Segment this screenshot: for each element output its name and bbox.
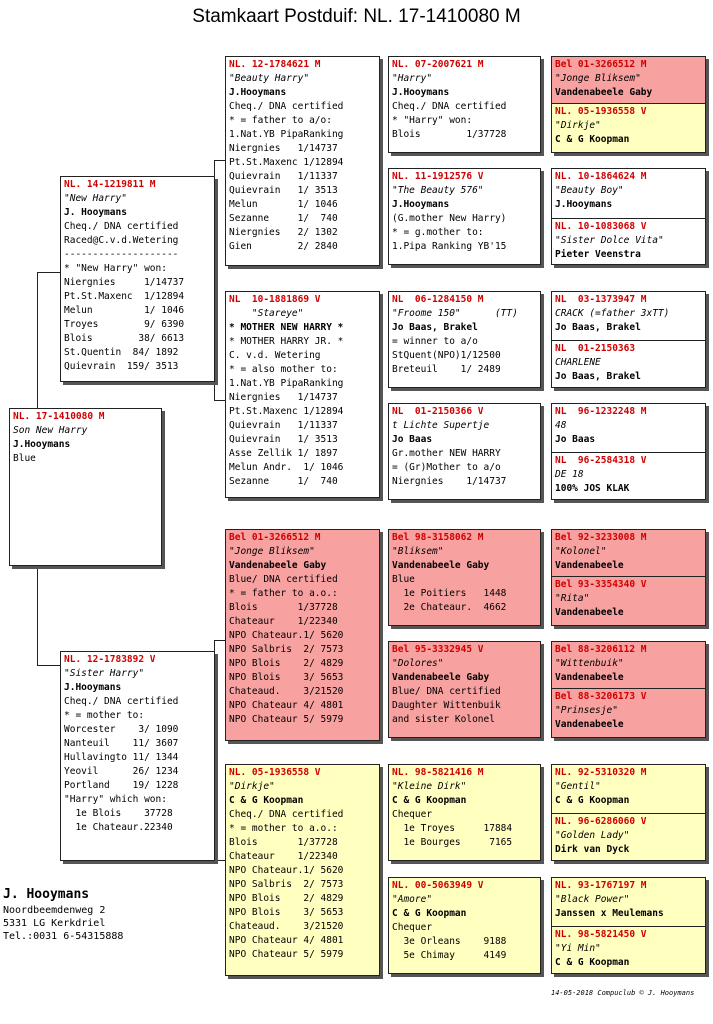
info-line: NPO Blois 3/ 5653 xyxy=(229,672,344,683)
breeder: C & G Koopman xyxy=(555,134,630,145)
info-line: Hullavingto 11/ 1344 xyxy=(64,752,179,763)
footer-credit: 14-05-2018 Compuclub © J. Hooymans xyxy=(551,989,695,997)
pigeon-name: "Black Power" xyxy=(555,894,630,905)
ancestor-female[interactable] xyxy=(552,218,705,264)
ancestor-pair-card[interactable] xyxy=(551,168,706,265)
ancestor-pair-card[interactable] xyxy=(551,641,706,738)
ancestor-female[interactable] xyxy=(552,813,705,860)
info-line: Yeovil 26/ 1234 xyxy=(64,766,179,777)
breeder: J.Hooymans xyxy=(64,682,122,693)
info-line: = (Gr)Mother to a/o xyxy=(392,462,501,473)
info-line: Chequer xyxy=(392,809,433,820)
breeder: 100% JOS KLAK xyxy=(555,483,630,494)
pigeon-name: "Beauty Boy" xyxy=(555,185,624,196)
breeder: Jo Baas xyxy=(392,434,433,445)
page-title: Stamkaart Postduif: NL. 17-1410080 M xyxy=(192,6,521,27)
ancestor-male[interactable] xyxy=(555,293,702,335)
info-line: St.Quentin 84/ 1892 xyxy=(64,347,179,358)
info-line: Melun 1/ 1046 xyxy=(64,305,185,316)
owner-street: Noordbeemdenweg 2 xyxy=(3,905,106,916)
grandfather-paternal-card[interactable] xyxy=(225,56,380,266)
info-line: NPO Blois 2/ 4829 xyxy=(229,658,344,669)
info-line: Quievrain 1/11337 xyxy=(229,171,338,182)
info-line: Cheq./ DNA certified xyxy=(229,101,344,112)
info-line: * = also mother to: xyxy=(229,364,338,375)
info-line: Blois 1/37728 xyxy=(229,602,338,613)
ancestor-pair-card[interactable] xyxy=(551,877,706,974)
breeder: Jo Baas xyxy=(555,434,596,445)
ancestor-female[interactable] xyxy=(552,103,705,152)
ring-number: NL 03-1373947 M xyxy=(555,294,647,305)
ancestor-male[interactable] xyxy=(555,531,702,573)
info-line: Quievrain 1/11337 xyxy=(229,420,338,431)
pigeon-name: DE 18 xyxy=(555,469,584,480)
ring-number: Bel 93-3354340 V xyxy=(555,579,647,590)
info-line: Sezanne 1/ 740 xyxy=(229,213,338,224)
info-line: Blue xyxy=(13,453,36,464)
info-line: C. v.d. Wetering xyxy=(229,350,321,361)
ancestor-pair-card[interactable] xyxy=(551,403,706,500)
info-line: NPO Blois 2/ 4829 xyxy=(229,893,344,904)
breeder: Vandenabeele Gaby xyxy=(555,87,653,98)
info-line: Breteuil 1/ 2489 xyxy=(392,364,501,375)
info-line: * "Harry" won: xyxy=(392,115,473,126)
pigeon-name: "Sister Dolce Vita" xyxy=(555,235,664,246)
breeder: Vandenabeele Gaby xyxy=(229,560,327,571)
info-line: (G.mother New Harry) xyxy=(392,213,507,224)
info-line: 3e Orleans 9188 xyxy=(392,936,507,947)
pigeon-name: t Lichte Supertje xyxy=(392,420,490,431)
info-line: NPO Chateaur 5/ 5979 xyxy=(229,714,344,725)
breeder: Janssen x Meulemans xyxy=(555,908,664,919)
info-line: NPO Chateaur.1/ 5620 xyxy=(229,630,344,641)
info-line: Blois 1/37728 xyxy=(392,129,507,140)
ancestor-female[interactable] xyxy=(552,576,705,625)
ancestor-card-mmf[interactable] xyxy=(388,764,541,861)
pigeon-name: "Jonge Bliksem" xyxy=(555,73,641,84)
ring-number: NL. 12-1783892 V xyxy=(64,654,156,665)
ring-number: NL. 93-1767197 M xyxy=(555,880,647,891)
info-line: 1e Troyes 17884 xyxy=(392,823,513,834)
ancestor-card-fmf[interactable] xyxy=(388,291,541,388)
info-line: Cheq./ DNA certified xyxy=(64,221,179,232)
breeder: Vandenabeele Gaby xyxy=(392,560,490,571)
info-line: Blue xyxy=(392,574,415,585)
info-line: * MOTHER HARRY JR. * xyxy=(229,336,344,347)
ring-number: Bel 92-3233008 M xyxy=(555,532,647,543)
ring-number: NL. 98-5821416 M xyxy=(392,767,484,778)
ring-number: Bel 01-3266512 M xyxy=(229,532,321,543)
breeder: Jo Baas, Brakel xyxy=(555,371,641,382)
owner-info xyxy=(3,886,123,943)
info-line: Melun Andr. 1/ 1046 xyxy=(229,462,344,473)
info-line: Chateaud. 3/21520 xyxy=(229,686,344,697)
breeder: Vandenabeele xyxy=(555,560,624,571)
info-line: Cheq./ DNA certified xyxy=(229,809,344,820)
connector-line xyxy=(37,272,61,273)
info-line: Chateaud. 3/21520 xyxy=(229,921,344,932)
pigeon-name: "Bliksem" xyxy=(392,546,444,557)
breeder: C & G Koopman xyxy=(392,908,467,919)
pigeon-name: Son New Harry xyxy=(13,425,88,436)
breeder: Dirk van Dyck xyxy=(555,844,630,855)
info-line: Blue/ DNA certified xyxy=(392,686,501,697)
info-line: 2e Chateaur. 4662 xyxy=(392,602,507,613)
ancestor-card-ffm[interactable] xyxy=(388,168,541,265)
pigeon-name: "Prinsesje" xyxy=(555,705,618,716)
info-line: Raced@C.v.d.Wetering xyxy=(64,235,179,246)
breeder: J.Hooymans xyxy=(229,87,287,98)
grandmother-paternal-card[interactable] xyxy=(225,291,380,498)
ring-number: NL. 17-1410080 M xyxy=(13,411,105,422)
ancestor-card-mfm[interactable] xyxy=(388,641,541,738)
ring-number: NL. 05-1936558 V xyxy=(555,106,647,117)
breeder: J. Hooymans xyxy=(64,207,127,218)
mother-card[interactable] xyxy=(60,651,215,861)
ancestor-pair-card[interactable] xyxy=(551,291,706,388)
connector-line xyxy=(37,565,38,665)
ancestor-male[interactable] xyxy=(555,170,702,212)
info-line: * = father to a/o: xyxy=(229,115,332,126)
breeder: Vandenabeele Gaby xyxy=(392,672,490,683)
ancestor-male[interactable] xyxy=(555,405,702,447)
info-line: = winner to a/o xyxy=(392,336,478,347)
pigeon-name: "Amore" xyxy=(392,894,433,905)
info-line: Niergnies 1/14737 xyxy=(229,392,338,403)
info-line: 1e Bourges 7165 xyxy=(392,837,513,848)
breeder: C & G Koopman xyxy=(555,795,630,806)
ring-number: NL. 98-5821450 V xyxy=(555,929,647,940)
info-line: Niergnies 2/ 1302 xyxy=(229,227,338,238)
info-line: Worcester 3/ 1090 xyxy=(64,724,179,735)
ancestor-male[interactable] xyxy=(555,643,702,685)
info-line: NPO Salbris 2/ 7573 xyxy=(229,644,344,655)
info-line: Cheq./ DNA certified xyxy=(64,696,179,707)
info-line: Niergnies 1/14737 xyxy=(64,277,185,288)
pigeon-name: "Beauty Harry" xyxy=(229,73,310,84)
info-line: NPO Chateaur 4/ 4801 xyxy=(229,700,344,711)
pigeon-name: "Harry" xyxy=(392,73,433,84)
breeder: Vandenabeele xyxy=(555,719,624,730)
breeder: Vandenabeele xyxy=(555,672,624,683)
info-line: NPO Blois 3/ 5653 xyxy=(229,907,344,918)
ring-number: Bel 88-3206173 V xyxy=(555,691,647,702)
pigeon-name: "Kleine Dirk" xyxy=(392,781,467,792)
info-line: Pt.St.Maxenc 1/12894 xyxy=(229,157,344,168)
pigeon-name: "Jonge Bliksem" xyxy=(229,546,315,557)
info-line: Quievrain 159/ 3513 xyxy=(64,361,179,372)
info-line: Asse Zellik 1/ 1897 xyxy=(229,448,338,459)
pigeon-name: "Dirkje" xyxy=(555,120,601,131)
ancestor-female[interactable] xyxy=(552,340,705,387)
info-line: NPO Chateaur.1/ 5620 xyxy=(229,865,344,876)
ancestor-card-mff[interactable] xyxy=(388,529,541,626)
ancestor-card-fff[interactable] xyxy=(388,56,541,153)
breeder: C & G Koopman xyxy=(229,795,304,806)
ring-number: NL. 12-1784621 M xyxy=(229,59,321,70)
pigeon-name: 48 xyxy=(555,420,567,431)
pigeon-name: "Golden Lady" xyxy=(555,830,630,841)
pigeon-name: "Rita" xyxy=(555,593,590,604)
owner-name: J. Hooymans xyxy=(3,887,90,902)
pigeon-name: "Dolores" xyxy=(392,658,444,669)
ancestor-pair-card[interactable] xyxy=(551,764,706,861)
pigeon-card[interactable] xyxy=(9,408,162,566)
info-line: Gr.mother NEW HARRY xyxy=(392,448,501,459)
breeder: C & G Koopman xyxy=(392,795,467,806)
info-line: Cheq./ DNA certified xyxy=(392,101,507,112)
breeder: J.Hooymans xyxy=(13,439,71,450)
ancestor-card-mmm[interactable] xyxy=(388,877,541,974)
info-line: and sister Kolonel xyxy=(392,714,495,725)
info-line: * "New Harry" won: xyxy=(64,263,167,274)
info-line: Sezanne 1/ 740 xyxy=(229,476,338,487)
info-line: Niergnies 1/14737 xyxy=(229,143,338,154)
pigeon-name: "Kolonel" xyxy=(555,546,607,557)
owner-city: 5331 LG Kerkdriel xyxy=(3,918,106,929)
ancestor-male[interactable] xyxy=(555,766,702,808)
info-line: Blois 38/ 6613 xyxy=(64,333,185,344)
ring-number: NL. 11-1912576 V xyxy=(392,171,484,182)
ring-number: NL 01-2150366 V xyxy=(392,406,484,417)
breeder: J.Hooymans xyxy=(555,199,613,210)
breeder: Jo Baas, Brakel xyxy=(555,322,641,333)
pigeon-name: "Dirkje" xyxy=(229,781,275,792)
ring-number: NL. 00-5063949 V xyxy=(392,880,484,891)
father-card[interactable] xyxy=(60,176,215,382)
breeder: Pieter Veenstra xyxy=(555,249,641,260)
info-line: Portland 19/ 1228 xyxy=(64,780,179,791)
ring-number: Bel 01-3266512 M xyxy=(555,59,647,70)
info-line: Pt.St.Maxenc 1/12894 xyxy=(229,406,344,417)
info-line: Pt.St.Maxenc 1/12894 xyxy=(64,291,185,302)
grandmother-maternal-card[interactable] xyxy=(225,764,380,976)
info-line: -------------------- xyxy=(64,249,179,260)
info-line: Blois 1/37728 xyxy=(229,837,338,848)
breeder: * MOTHER NEW HARRY * xyxy=(229,322,344,333)
ancestor-pair-card[interactable] xyxy=(551,56,706,153)
ring-number: NL. 10-1083068 V xyxy=(555,221,647,232)
pigeon-name: "Gentil" xyxy=(555,781,601,792)
breeder: J.Hooymans xyxy=(392,87,450,98)
breeder: J.Hooymans xyxy=(392,199,450,210)
ancestor-male[interactable] xyxy=(555,58,702,100)
ancestor-female[interactable] xyxy=(552,452,705,499)
info-line: Quievrain 1/ 3513 xyxy=(229,185,338,196)
ring-number: NL 96-1232248 M xyxy=(555,406,647,417)
info-line: NPO Chateaur 4/ 4801 xyxy=(229,935,344,946)
info-line: * = father to a.o.: xyxy=(229,588,338,599)
info-line: 1.Nat.YB PipaRanking xyxy=(229,129,344,140)
info-line: 5e Chimay 4149 xyxy=(392,950,507,961)
info-line: NPO Salbris 2/ 7573 xyxy=(229,879,344,890)
info-line: * = mother to a.o.: xyxy=(229,823,338,834)
pigeon-name: CHARLENE xyxy=(555,357,601,368)
ancestor-female[interactable] xyxy=(552,926,705,973)
ring-number: NL. 14-1219811 M xyxy=(64,179,156,190)
ring-number: NL 06-1284150 M xyxy=(392,294,484,305)
ancestor-card-fmm[interactable] xyxy=(388,403,541,500)
ancestor-pair-card[interactable] xyxy=(551,529,706,626)
ring-number: NL. 07-2007621 M xyxy=(392,59,484,70)
pigeon-name: "Froome 150" (TT) xyxy=(392,308,518,319)
ring-number: NL. 92-5310320 M xyxy=(555,767,647,778)
ancestor-female[interactable] xyxy=(552,688,705,737)
info-line: Chateaur 1/22340 xyxy=(229,616,338,627)
info-line: "Harry" which won: xyxy=(64,794,167,805)
ring-number: Bel 98-3158062 M xyxy=(392,532,484,543)
pigeon-name: "Sister Harry" xyxy=(64,668,145,679)
ring-number: NL 10-1881869 V xyxy=(229,294,321,305)
ring-number: NL. 96-6286060 V xyxy=(555,816,647,827)
info-line: 1e Chateaur.22340 xyxy=(64,822,173,833)
info-line: Daughter Wittenbuik xyxy=(392,700,501,711)
info-line: NPO Chateaur 5/ 5979 xyxy=(229,949,344,960)
info-line: * = g.mother to: xyxy=(392,227,484,238)
connector-line xyxy=(37,272,38,410)
ring-number: NL. 10-1864624 M xyxy=(555,171,647,182)
ring-number: NL 96-2584318 V xyxy=(555,455,647,466)
info-line: 1.Pipa Ranking YB'15 xyxy=(392,241,507,252)
info-line: Chequer xyxy=(392,922,433,933)
owner-phone: Tel.:0031 6-54315888 xyxy=(3,931,124,942)
breeder: Vandenabeele xyxy=(555,607,624,618)
info-line: * = mother to: xyxy=(64,710,145,721)
info-line: Melun 1/ 1046 xyxy=(229,199,338,210)
info-line: Troyes 9/ 6390 xyxy=(64,319,185,330)
pigeon-name: "Yi Min" xyxy=(555,943,601,954)
connector-line xyxy=(37,665,61,666)
info-line: StQuent(NPO)1/12500 xyxy=(392,350,501,361)
ring-number: Bel 95-3332945 V xyxy=(392,644,484,655)
ancestor-male[interactable] xyxy=(555,879,702,921)
info-line: Quievrain 1/ 3513 xyxy=(229,434,338,445)
pigeon-name: "The Beauty 576" xyxy=(392,185,484,196)
grandfather-maternal-card[interactable] xyxy=(225,529,380,741)
info-line: 1e Blois 37728 xyxy=(64,808,173,819)
info-line: Nanteuil 11/ 3607 xyxy=(64,738,179,749)
breeder: Jo Baas, Brakel xyxy=(392,322,478,333)
info-line: Chateaur 1/22340 xyxy=(229,851,338,862)
pigeon-name: "Stareye" xyxy=(229,308,304,319)
ring-number: Bel 88-3206112 M xyxy=(555,644,647,655)
ring-number: NL. 05-1936558 V xyxy=(229,767,321,778)
info-line: Gien 2/ 2840 xyxy=(229,241,338,252)
breeder: C & G Koopman xyxy=(555,957,630,968)
info-line: Blue/ DNA certified xyxy=(229,574,338,585)
pigeon-name: "New Harry" xyxy=(64,193,127,204)
pigeon-name: "Wittenbuik" xyxy=(555,658,624,669)
info-line: 1.Nat.YB PipaRanking xyxy=(229,378,344,389)
info-line: 1e Poitiers 1448 xyxy=(392,588,507,599)
pigeon-name: CRACK (=father 3xTT) xyxy=(555,308,670,319)
ring-number: NL 01-2150363 xyxy=(555,343,636,354)
info-line: Niergnies 1/14737 xyxy=(392,476,507,487)
